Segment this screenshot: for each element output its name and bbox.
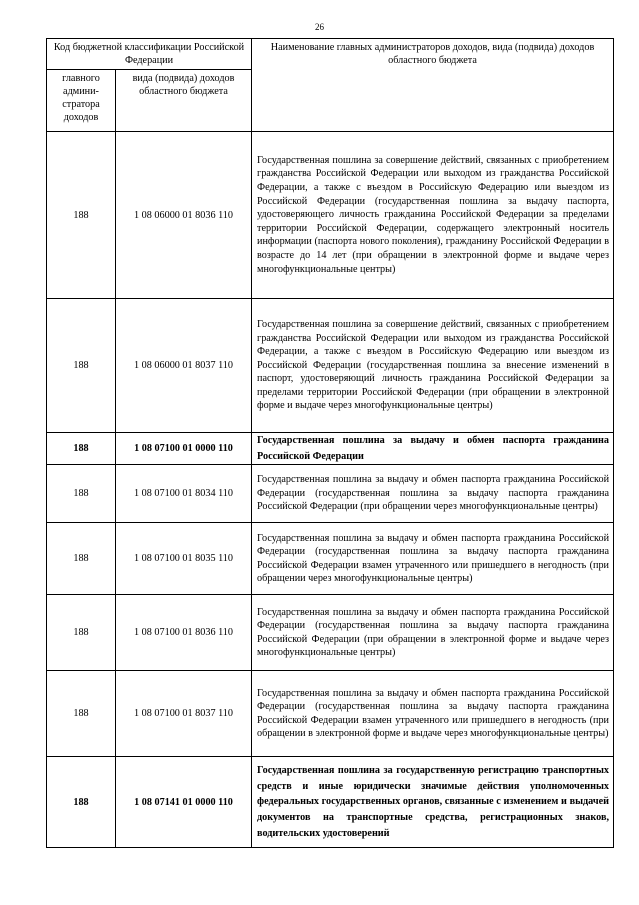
- income-name-cell: Государственная пошлина за выдачу и обмен паспорта гражданина Российской Федерации (государственная пошлина за выдачу паспорта гражданина Российской Федерации (при обращении через многофункциональные центры): [252, 465, 614, 523]
- name-column-header: Наименование главных администраторов доходов, вида (подвида) доходов областного бюджета: [252, 39, 614, 132]
- table-header-row: [47, 39, 614, 70]
- income-code-cell: 1 08 07141 01 0000 110: [116, 757, 252, 848]
- income-name-cell: Государственная пошлина за государственную регистрацию транспортных средств и иные юридически значимые действия уполномоченных федеральных государственных органов, связанные с изменением и выдачей документов на транспортные средства, регистрационных знаков, водительских удостоверений: [252, 757, 614, 848]
- budget-classification-table: [46, 38, 614, 848]
- income-code-cell: 1 08 06000 01 8036 110: [116, 132, 252, 299]
- table-row: [47, 595, 614, 671]
- type-column-header: вида (подвида) доходов областного бюджета: [116, 70, 252, 132]
- table-row: [47, 132, 614, 299]
- admin-code-cell: 188: [47, 757, 116, 848]
- income-name-cell: Государственная пошлина за совершение действий, связанных с приобретением гражданства Российской Федерации или выходом из гражданства Российской Федерации, а также с въездом в Российскую Федерацию или выездом из Российской Федерации (государственная пошлина за выдачу паспорта, удостоверяющего личность гражданина Российской Федерации за пределами территории Российской Федерации, содержащего электронный носитель информации (паспорта нового поколения), гражданину Российской Федерации в возрасте до 14 лет (при обращении в электронной форме и выдаче через многофункциональные центры): [252, 132, 614, 299]
- income-name-cell: Государственная пошлина за выдачу и обмен паспорта гражданина Российской Федерации: [252, 433, 614, 465]
- table-row: [47, 671, 614, 757]
- admin-code-cell: 188: [47, 132, 116, 299]
- admin-code-cell: 188: [47, 523, 116, 595]
- admin-code-cell: 188: [47, 433, 116, 465]
- income-name-cell: Государственная пошлина за выдачу и обмен паспорта гражданина Российской Федерации (государственная пошлина за выдачу паспорта гражданина Российской Федерации взамен утраченного или пришедшего в негодность (при обращении через многофункциональные центры): [252, 523, 614, 595]
- income-name-cell: Государственная пошлина за совершение действий, связанных с приобретением гражданства Российской Федерации или выходом из гражданства Российской Федерации, а также с въездом в Российскую Федерацию или выездом из Российской Федерации (государственная пошлина за внесение изменений в паспорт, удостоверяющий личность гражданина Российской Федерации за пределами территории Российской Федерации (при обращении в электронной форме и выдаче через многофункциональные центры): [252, 299, 614, 433]
- income-code-cell: 1 08 06000 01 8037 110: [116, 299, 252, 433]
- admin-column-header: главного админи-стратора доходов: [47, 70, 116, 132]
- income-code-cell: 1 08 07100 01 8034 110: [116, 465, 252, 523]
- income-name-cell: Государственная пошлина за выдачу и обмен паспорта гражданина Российской Федерации (государственная пошлина за выдачу паспорта гражданина Российской Федерации (при обращении в электронной форме и выдаче через многофункциональные центры): [252, 595, 614, 671]
- admin-code-cell: 188: [47, 465, 116, 523]
- page-number: 26: [315, 22, 324, 32]
- income-code-cell: 1 08 07100 01 0000 110: [116, 433, 252, 465]
- code-group-header: Код бюджетной классификации Российской Федерации: [47, 39, 252, 70]
- table-row: [47, 299, 614, 433]
- admin-code-cell: 188: [47, 671, 116, 757]
- admin-code-cell: 188: [47, 595, 116, 671]
- table-row: [47, 465, 614, 523]
- income-code-cell: 1 08 07100 01 8037 110: [116, 671, 252, 757]
- admin-code-cell: 188: [47, 299, 116, 433]
- table-row: [47, 757, 614, 848]
- income-code-cell: 1 08 07100 01 8035 110: [116, 523, 252, 595]
- income-code-cell: 1 08 07100 01 8036 110: [116, 595, 252, 671]
- table-row: [47, 523, 614, 595]
- income-name-cell: Государственная пошлина за выдачу и обмен паспорта гражданина Российской Федерации (государственная пошлина за выдачу паспорта гражданина Российской Федерации взамен утраченного или пришедшего в негодность (при обращении в электронной форме и выдаче через многофункциональные центры): [252, 671, 614, 757]
- table-row: [47, 433, 614, 465]
